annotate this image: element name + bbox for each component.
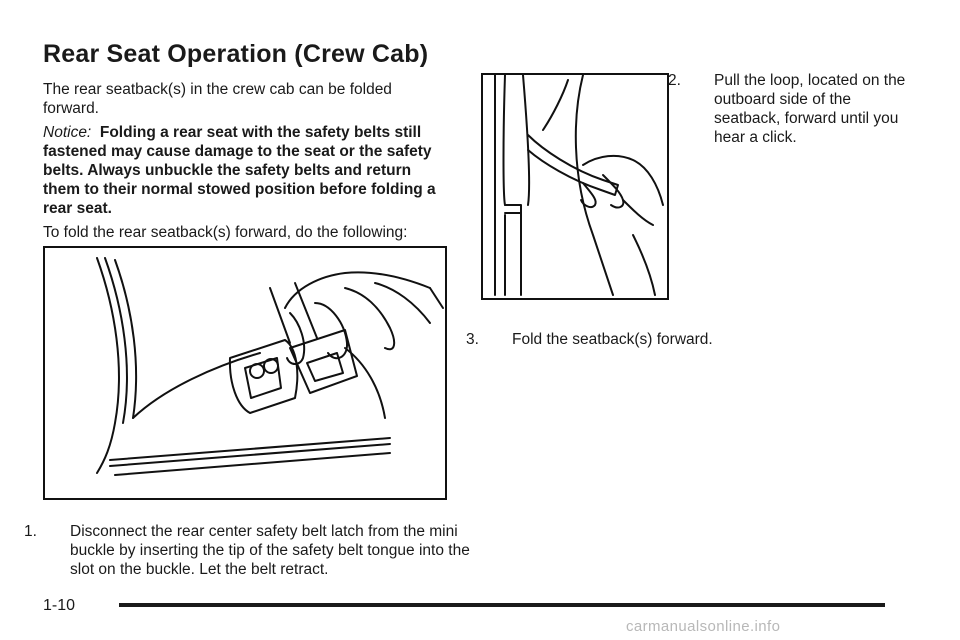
step-3-text: Fold the seatback(s) forward.	[512, 331, 713, 348]
notice-text: Folding a rear seat with the safety belts still fastened may cause damage to the seat or the safety belts. Always unbuckle the safety belts and return them to their normal stowed position before folding a rear seat.	[43, 124, 436, 217]
step-3-number: 3.	[466, 331, 479, 348]
lead-in-paragraph: To fold the rear seatback(s) forward, do the following:	[43, 224, 408, 241]
step-1-number: 1.	[24, 523, 37, 540]
step-3	[466, 330, 812, 349]
loop-drawing	[483, 75, 667, 298]
step-2	[668, 71, 914, 147]
step-2-text: Pull the loop, located on the outboard side of the seatback, forward until you hear a click.	[714, 72, 906, 146]
loop-illustration	[481, 73, 669, 300]
step-1	[24, 522, 475, 579]
step-1-text: Disconnect the rear center safety belt latch from the mini buckle by inserting the tip of the safety belt tongue into the slot on the buckle. Let the belt retract.	[70, 523, 470, 578]
page-number: 1-10	[43, 597, 76, 614]
watermark: carmanualsonline.info	[626, 618, 781, 635]
notice-label: Notice:	[43, 124, 92, 141]
buckle-drawing	[45, 248, 445, 498]
notice-paragraph	[43, 123, 438, 218]
intro-paragraph: The rear seatback(s) in the crew cab can be folded forward.	[43, 81, 392, 117]
buckle-illustration	[43, 246, 447, 500]
footer-rule	[119, 603, 885, 607]
step-2-number: 2.	[668, 72, 681, 89]
page-title: Rear Seat Operation (Crew Cab)	[43, 40, 429, 68]
